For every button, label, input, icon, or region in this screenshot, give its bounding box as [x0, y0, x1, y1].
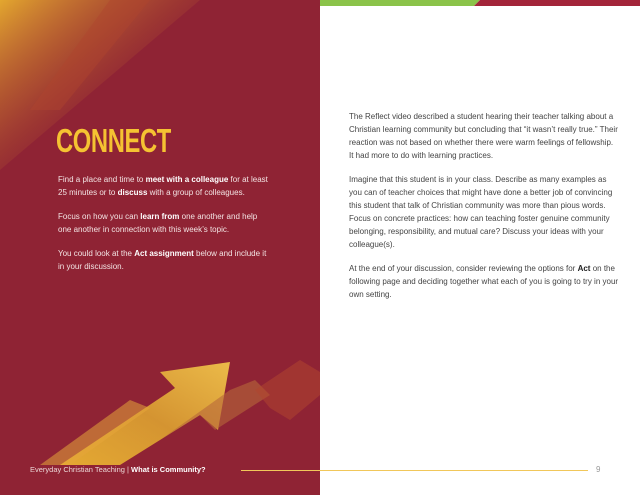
- instruction-paragraph-1: [58, 173, 268, 199]
- instruction-paragraph-3: [58, 247, 268, 273]
- body-paragraph-1: The Reflect video described a student hearing their teacher talking about a Christian learning community but concluding that “it wasn’t really true.” Their reaction was not based on whether there were warm feelings of fellowship. It had more to do with learning practices.: [349, 112, 618, 160]
- emphasis-act-assignment: Act assignment: [134, 249, 194, 258]
- footer-series: Everyday Christian Teaching: [30, 465, 125, 474]
- text-span: Find a place and time to: [58, 175, 146, 184]
- emphasis-meet-colleague: meet with a colleague: [145, 175, 229, 184]
- footer-topic: What is Community?: [131, 465, 206, 474]
- text-span: Focus on how you can: [58, 212, 141, 221]
- emphasis-act: Act: [577, 264, 591, 273]
- text-span: below and include it in your discussion.: [58, 249, 267, 271]
- arrow-shape-right: [255, 360, 320, 420]
- text-span: on the following page and deciding together what each of you is going to try in your own setting.: [349, 264, 619, 299]
- running-footer: [30, 465, 206, 474]
- discussion-body: [349, 110, 619, 312]
- body-paragraph-3: [349, 262, 619, 301]
- page-number: 9: [596, 465, 601, 474]
- body-paragraph-2: Imagine that this student is in your class. Describe as many examples as you can of teacher choices that might have done a better job of convincing this student that talk of Christian community was more than pious words. Focus on concrete practices: how can teaching foster genuine community belonging, responsibility, and mutual care? Discuss your ideas with your colleague(s).: [349, 175, 613, 249]
- emphasis-learn-from: learn from: [140, 212, 180, 221]
- text-span: one another and help one another in connection with this week’s topic.: [58, 212, 258, 234]
- top-bar-red: [474, 0, 640, 6]
- text-span: with a group of colleagues.: [147, 188, 245, 197]
- text-span: You could look at the: [58, 249, 135, 258]
- footer-separator: |: [124, 465, 132, 474]
- connect-instructions: [58, 173, 268, 284]
- footer-rule-right: [320, 470, 588, 471]
- instruction-paragraph-2: [58, 210, 268, 236]
- emphasis-discuss: discuss: [117, 188, 148, 197]
- footer-rule-left: [241, 470, 320, 471]
- text-span: for at least 25 minutes or to: [58, 175, 268, 197]
- text-span: At the end of your discussion, consider reviewing the options for: [349, 264, 578, 273]
- section-title: CONNECT: [56, 122, 171, 159]
- top-bar-green: [314, 0, 480, 6]
